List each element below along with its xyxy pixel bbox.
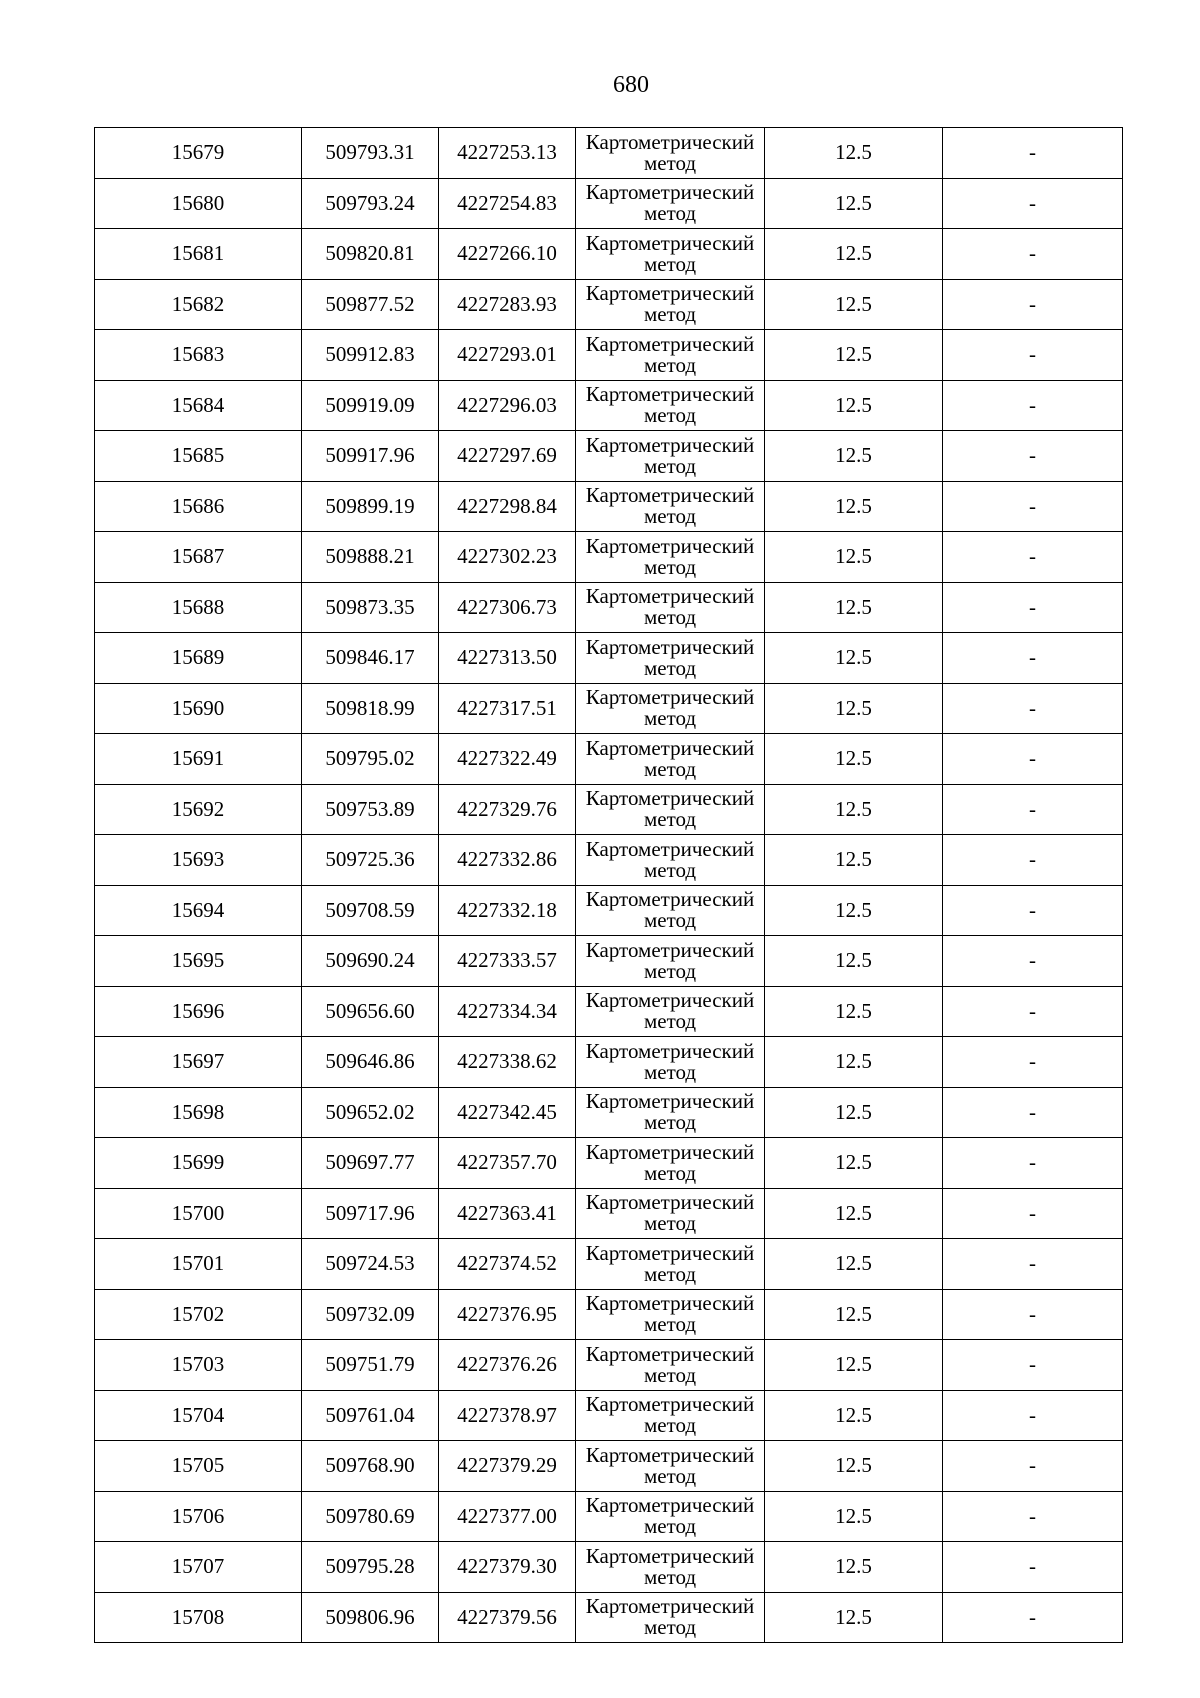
y-coordinate-cell: 4227379.56 bbox=[439, 1592, 576, 1643]
table-row bbox=[95, 1289, 1123, 1340]
method-text: метод bbox=[643, 1312, 697, 1337]
method-text: Картометрический bbox=[585, 533, 755, 558]
x-coordinate-cell: 509725.36 bbox=[302, 835, 439, 886]
method-text: метод bbox=[643, 1615, 697, 1640]
method-cell bbox=[576, 330, 765, 381]
y-coordinate-cell: 4227332.18 bbox=[439, 885, 576, 936]
accuracy-cell: 12.5 bbox=[765, 582, 943, 633]
method-text: метод bbox=[643, 1413, 697, 1438]
note-cell: - bbox=[943, 633, 1123, 684]
method-text: метод bbox=[643, 756, 697, 781]
method-text: метод bbox=[643, 1211, 697, 1236]
note-cell: - bbox=[943, 229, 1123, 280]
point-number-cell: 15704 bbox=[95, 1390, 302, 1441]
x-coordinate-cell: 509795.02 bbox=[302, 734, 439, 785]
method-cell bbox=[576, 1239, 765, 1290]
accuracy-cell: 12.5 bbox=[765, 1239, 943, 1290]
y-coordinate-cell: 4227253.13 bbox=[439, 128, 576, 179]
x-coordinate-cell: 509793.24 bbox=[302, 178, 439, 229]
y-coordinate-cell: 4227338.62 bbox=[439, 1037, 576, 1088]
method-cell bbox=[576, 986, 765, 1037]
method-text: метод bbox=[643, 1564, 697, 1589]
point-number-cell: 15694 bbox=[95, 885, 302, 936]
x-coordinate-cell: 509846.17 bbox=[302, 633, 439, 684]
accuracy-cell: 12.5 bbox=[765, 1087, 943, 1138]
point-number-cell: 15681 bbox=[95, 229, 302, 280]
method-text: Картометрический bbox=[585, 1291, 755, 1316]
table-row bbox=[95, 481, 1123, 532]
note-cell: - bbox=[943, 683, 1123, 734]
table-row bbox=[95, 683, 1123, 734]
method-cell bbox=[576, 1441, 765, 1492]
method-text: Картометрический bbox=[585, 1392, 755, 1417]
note-cell: - bbox=[943, 835, 1123, 886]
point-number-cell: 15687 bbox=[95, 532, 302, 583]
y-coordinate-cell: 4227333.57 bbox=[439, 936, 576, 987]
method-text: метод bbox=[643, 504, 697, 529]
accuracy-cell: 12.5 bbox=[765, 734, 943, 785]
table-row bbox=[95, 986, 1123, 1037]
point-number-cell: 15689 bbox=[95, 633, 302, 684]
accuracy-cell: 12.5 bbox=[765, 1188, 943, 1239]
x-coordinate-cell: 509795.28 bbox=[302, 1542, 439, 1593]
table-row bbox=[95, 1188, 1123, 1239]
y-coordinate-cell: 4227357.70 bbox=[439, 1138, 576, 1189]
y-coordinate-cell: 4227306.73 bbox=[439, 582, 576, 633]
point-number-cell: 15700 bbox=[95, 1188, 302, 1239]
note-cell: - bbox=[943, 885, 1123, 936]
accuracy-cell: 12.5 bbox=[765, 431, 943, 482]
table-row bbox=[95, 936, 1123, 987]
x-coordinate-cell: 509873.35 bbox=[302, 582, 439, 633]
note-cell: - bbox=[943, 1087, 1123, 1138]
y-coordinate-cell: 4227342.45 bbox=[439, 1087, 576, 1138]
table-row bbox=[95, 784, 1123, 835]
method-cell bbox=[576, 481, 765, 532]
accuracy-cell: 12.5 bbox=[765, 784, 943, 835]
y-coordinate-cell: 4227297.69 bbox=[439, 431, 576, 482]
x-coordinate-cell: 509656.60 bbox=[302, 986, 439, 1037]
method-text: метод bbox=[643, 1362, 697, 1387]
method-text: метод bbox=[643, 807, 697, 832]
table-row bbox=[95, 1340, 1123, 1391]
x-coordinate-cell: 509724.53 bbox=[302, 1239, 439, 1290]
page-number: 680 bbox=[613, 72, 649, 98]
accuracy-cell: 12.5 bbox=[765, 683, 943, 734]
method-cell bbox=[576, 885, 765, 936]
accuracy-cell: 12.5 bbox=[765, 1037, 943, 1088]
table-row bbox=[95, 1390, 1123, 1441]
x-coordinate-cell: 509917.96 bbox=[302, 431, 439, 482]
table-row bbox=[95, 1542, 1123, 1593]
x-coordinate-cell: 509899.19 bbox=[302, 481, 439, 532]
note-cell: - bbox=[943, 279, 1123, 330]
accuracy-cell: 12.5 bbox=[765, 128, 943, 179]
note-cell: - bbox=[943, 582, 1123, 633]
method-text: метод bbox=[643, 908, 697, 933]
method-text: Картометрический bbox=[585, 1089, 755, 1114]
note-cell: - bbox=[943, 1390, 1123, 1441]
method-text: Картометрический bbox=[585, 180, 755, 205]
x-coordinate-cell: 509888.21 bbox=[302, 532, 439, 583]
method-cell bbox=[576, 532, 765, 583]
table-row bbox=[95, 1441, 1123, 1492]
table-row bbox=[95, 1037, 1123, 1088]
table-row bbox=[95, 532, 1123, 583]
point-number-cell: 15693 bbox=[95, 835, 302, 886]
method-text: Картометрический bbox=[585, 634, 755, 659]
note-cell: - bbox=[943, 380, 1123, 431]
point-number-cell: 15682 bbox=[95, 279, 302, 330]
table-row bbox=[95, 1491, 1123, 1542]
method-text: Картометрический bbox=[585, 281, 755, 306]
method-text: метод bbox=[643, 1514, 697, 1539]
point-number-cell: 15680 bbox=[95, 178, 302, 229]
y-coordinate-cell: 4227376.95 bbox=[439, 1289, 576, 1340]
table-row bbox=[95, 835, 1123, 886]
accuracy-cell: 12.5 bbox=[765, 1542, 943, 1593]
method-cell bbox=[576, 1037, 765, 1088]
method-text: Картометрический bbox=[585, 1493, 755, 1518]
method-cell bbox=[576, 1087, 765, 1138]
method-text: метод bbox=[643, 302, 697, 327]
accuracy-cell: 12.5 bbox=[765, 1491, 943, 1542]
method-cell bbox=[576, 633, 765, 684]
method-text: метод bbox=[643, 1110, 697, 1135]
x-coordinate-cell: 509919.09 bbox=[302, 380, 439, 431]
method-text: Картометрический bbox=[585, 1442, 755, 1467]
x-coordinate-cell: 509753.89 bbox=[302, 784, 439, 835]
table-row bbox=[95, 1239, 1123, 1290]
point-number-cell: 15706 bbox=[95, 1491, 302, 1542]
note-cell: - bbox=[943, 734, 1123, 785]
accuracy-cell: 12.5 bbox=[765, 633, 943, 684]
method-cell bbox=[576, 1592, 765, 1643]
method-cell bbox=[576, 1491, 765, 1542]
method-text: метод bbox=[643, 150, 697, 175]
note-cell: - bbox=[943, 481, 1123, 532]
method-text: метод bbox=[643, 554, 697, 579]
point-number-cell: 15705 bbox=[95, 1441, 302, 1492]
method-text: Картометрический bbox=[585, 1594, 755, 1619]
note-cell: - bbox=[943, 178, 1123, 229]
note-cell: - bbox=[943, 1542, 1123, 1593]
x-coordinate-cell: 509768.90 bbox=[302, 1441, 439, 1492]
accuracy-cell: 12.5 bbox=[765, 1289, 943, 1340]
method-cell bbox=[576, 128, 765, 179]
point-number-cell: 15685 bbox=[95, 431, 302, 482]
table-row bbox=[95, 279, 1123, 330]
x-coordinate-cell: 509820.81 bbox=[302, 229, 439, 280]
note-cell: - bbox=[943, 1037, 1123, 1088]
method-text: Картометрический bbox=[585, 786, 755, 811]
y-coordinate-cell: 4227317.51 bbox=[439, 683, 576, 734]
method-cell bbox=[576, 431, 765, 482]
method-cell bbox=[576, 1138, 765, 1189]
method-text: Картометрический bbox=[585, 887, 755, 912]
accuracy-cell: 12.5 bbox=[765, 1390, 943, 1441]
method-cell bbox=[576, 936, 765, 987]
y-coordinate-cell: 4227322.49 bbox=[439, 734, 576, 785]
note-cell: - bbox=[943, 986, 1123, 1037]
x-coordinate-cell: 509708.59 bbox=[302, 885, 439, 936]
table-row bbox=[95, 734, 1123, 785]
note-cell: - bbox=[943, 1289, 1123, 1340]
y-coordinate-cell: 4227378.97 bbox=[439, 1390, 576, 1441]
x-coordinate-cell: 509697.77 bbox=[302, 1138, 439, 1189]
note-cell: - bbox=[943, 1340, 1123, 1391]
point-number-cell: 15698 bbox=[95, 1087, 302, 1138]
method-text: Картометрический bbox=[585, 1139, 755, 1164]
method-text: метод bbox=[643, 1059, 697, 1084]
method-cell bbox=[576, 734, 765, 785]
y-coordinate-cell: 4227302.23 bbox=[439, 532, 576, 583]
method-text: метод bbox=[643, 201, 697, 226]
method-text: метод bbox=[643, 1009, 697, 1034]
y-coordinate-cell: 4227376.26 bbox=[439, 1340, 576, 1391]
point-number-cell: 15679 bbox=[95, 128, 302, 179]
y-coordinate-cell: 4227377.00 bbox=[439, 1491, 576, 1542]
method-text: метод bbox=[643, 655, 697, 680]
x-coordinate-cell: 509780.69 bbox=[302, 1491, 439, 1542]
accuracy-cell: 12.5 bbox=[765, 1592, 943, 1643]
table-row bbox=[95, 178, 1123, 229]
point-number-cell: 15697 bbox=[95, 1037, 302, 1088]
method-text: Картометрический bbox=[585, 1543, 755, 1568]
method-text: Картометрический bbox=[585, 735, 755, 760]
y-coordinate-cell: 4227379.29 bbox=[439, 1441, 576, 1492]
method-text: Картометрический bbox=[585, 1190, 755, 1215]
method-text: Картометрический bbox=[585, 584, 755, 609]
y-coordinate-cell: 4227329.76 bbox=[439, 784, 576, 835]
note-cell: - bbox=[943, 1491, 1123, 1542]
y-coordinate-cell: 4227374.52 bbox=[439, 1239, 576, 1290]
method-cell bbox=[576, 683, 765, 734]
accuracy-cell: 12.5 bbox=[765, 1441, 943, 1492]
note-cell: - bbox=[943, 330, 1123, 381]
accuracy-cell: 12.5 bbox=[765, 380, 943, 431]
y-coordinate-cell: 4227334.34 bbox=[439, 986, 576, 1037]
point-number-cell: 15707 bbox=[95, 1542, 302, 1593]
method-cell bbox=[576, 1390, 765, 1441]
method-text: метод bbox=[643, 1463, 697, 1488]
table-row bbox=[95, 1592, 1123, 1643]
method-text: метод bbox=[643, 403, 697, 428]
table-row bbox=[95, 1087, 1123, 1138]
method-text: Картометрический bbox=[585, 937, 755, 962]
accuracy-cell: 12.5 bbox=[765, 279, 943, 330]
x-coordinate-cell: 509652.02 bbox=[302, 1087, 439, 1138]
x-coordinate-cell: 509751.79 bbox=[302, 1340, 439, 1391]
note-cell: - bbox=[943, 128, 1123, 179]
point-number-cell: 15688 bbox=[95, 582, 302, 633]
y-coordinate-cell: 4227379.30 bbox=[439, 1542, 576, 1593]
y-coordinate-cell: 4227296.03 bbox=[439, 380, 576, 431]
accuracy-cell: 12.5 bbox=[765, 481, 943, 532]
note-cell: - bbox=[943, 532, 1123, 583]
method-text: Картометрический bbox=[585, 685, 755, 710]
method-text: Картометрический bbox=[585, 483, 755, 508]
point-number-cell: 15701 bbox=[95, 1239, 302, 1290]
y-coordinate-cell: 4227254.83 bbox=[439, 178, 576, 229]
accuracy-cell: 12.5 bbox=[765, 1340, 943, 1391]
table-body bbox=[95, 128, 1123, 1643]
method-cell bbox=[576, 380, 765, 431]
table-row bbox=[95, 330, 1123, 381]
point-number-cell: 15696 bbox=[95, 986, 302, 1037]
accuracy-cell: 12.5 bbox=[765, 936, 943, 987]
table-row bbox=[95, 1138, 1123, 1189]
method-text: Картометрический bbox=[585, 382, 755, 407]
note-cell: - bbox=[943, 1239, 1123, 1290]
method-text: метод bbox=[643, 1261, 697, 1286]
point-number-cell: 15691 bbox=[95, 734, 302, 785]
accuracy-cell: 12.5 bbox=[765, 1138, 943, 1189]
method-text: метод bbox=[643, 958, 697, 983]
method-cell bbox=[576, 1542, 765, 1593]
method-text: метод bbox=[643, 352, 697, 377]
method-text: метод bbox=[643, 1160, 697, 1185]
table-row bbox=[95, 380, 1123, 431]
method-text: Картометрический bbox=[585, 1341, 755, 1366]
x-coordinate-cell: 509646.86 bbox=[302, 1037, 439, 1088]
method-text: Картометрический bbox=[585, 988, 755, 1013]
method-cell bbox=[576, 784, 765, 835]
x-coordinate-cell: 509761.04 bbox=[302, 1390, 439, 1441]
method-text: метод bbox=[643, 453, 697, 478]
table-row bbox=[95, 633, 1123, 684]
accuracy-cell: 12.5 bbox=[765, 835, 943, 886]
point-number-cell: 15702 bbox=[95, 1289, 302, 1340]
x-coordinate-cell: 509912.83 bbox=[302, 330, 439, 381]
y-coordinate-cell: 4227313.50 bbox=[439, 633, 576, 684]
x-coordinate-cell: 509690.24 bbox=[302, 936, 439, 987]
method-cell bbox=[576, 582, 765, 633]
note-cell: - bbox=[943, 784, 1123, 835]
method-cell bbox=[576, 835, 765, 886]
point-number-cell: 15699 bbox=[95, 1138, 302, 1189]
x-coordinate-cell: 509877.52 bbox=[302, 279, 439, 330]
point-number-cell: 15692 bbox=[95, 784, 302, 835]
y-coordinate-cell: 4227332.86 bbox=[439, 835, 576, 886]
x-coordinate-cell: 509732.09 bbox=[302, 1289, 439, 1340]
note-cell: - bbox=[943, 1188, 1123, 1239]
y-coordinate-cell: 4227363.41 bbox=[439, 1188, 576, 1239]
y-coordinate-cell: 4227298.84 bbox=[439, 481, 576, 532]
method-text: Картометрический bbox=[585, 230, 755, 255]
method-text: Картометрический bbox=[585, 836, 755, 861]
point-number-cell: 15703 bbox=[95, 1340, 302, 1391]
point-number-cell: 15708 bbox=[95, 1592, 302, 1643]
method-cell bbox=[576, 229, 765, 280]
method-cell bbox=[576, 1188, 765, 1239]
method-text: Картометрический bbox=[585, 1240, 755, 1265]
note-cell: - bbox=[943, 1138, 1123, 1189]
table-row bbox=[95, 582, 1123, 633]
table-row bbox=[95, 128, 1123, 179]
method-text: метод bbox=[643, 857, 697, 882]
x-coordinate-cell: 509793.31 bbox=[302, 128, 439, 179]
x-coordinate-cell: 509806.96 bbox=[302, 1592, 439, 1643]
table-row bbox=[95, 229, 1123, 280]
method-cell bbox=[576, 1340, 765, 1391]
table-row bbox=[95, 431, 1123, 482]
note-cell: - bbox=[943, 1441, 1123, 1492]
note-cell: - bbox=[943, 936, 1123, 987]
accuracy-cell: 12.5 bbox=[765, 178, 943, 229]
method-text: Картометрический bbox=[585, 331, 755, 356]
y-coordinate-cell: 4227293.01 bbox=[439, 330, 576, 381]
method-cell bbox=[576, 1289, 765, 1340]
table-row bbox=[95, 885, 1123, 936]
method-text: метод bbox=[643, 605, 697, 630]
x-coordinate-cell: 509717.96 bbox=[302, 1188, 439, 1239]
note-cell: - bbox=[943, 1592, 1123, 1643]
method-text: метод bbox=[643, 706, 697, 731]
method-cell bbox=[576, 279, 765, 330]
accuracy-cell: 12.5 bbox=[765, 986, 943, 1037]
accuracy-cell: 12.5 bbox=[765, 330, 943, 381]
point-number-cell: 15683 bbox=[95, 330, 302, 381]
coordinates-table bbox=[94, 127, 1123, 1643]
note-cell: - bbox=[943, 431, 1123, 482]
accuracy-cell: 12.5 bbox=[765, 229, 943, 280]
method-text: метод bbox=[643, 251, 697, 276]
method-text: Картометрический bbox=[585, 129, 755, 154]
point-number-cell: 15686 bbox=[95, 481, 302, 532]
method-text: Картометрический bbox=[585, 432, 755, 457]
accuracy-cell: 12.5 bbox=[765, 532, 943, 583]
point-number-cell: 15695 bbox=[95, 936, 302, 987]
y-coordinate-cell: 4227283.93 bbox=[439, 279, 576, 330]
point-number-cell: 15690 bbox=[95, 683, 302, 734]
point-number-cell: 15684 bbox=[95, 380, 302, 431]
method-cell bbox=[576, 178, 765, 229]
x-coordinate-cell: 509818.99 bbox=[302, 683, 439, 734]
accuracy-cell: 12.5 bbox=[765, 885, 943, 936]
method-text: Картометрический bbox=[585, 1038, 755, 1063]
y-coordinate-cell: 4227266.10 bbox=[439, 229, 576, 280]
